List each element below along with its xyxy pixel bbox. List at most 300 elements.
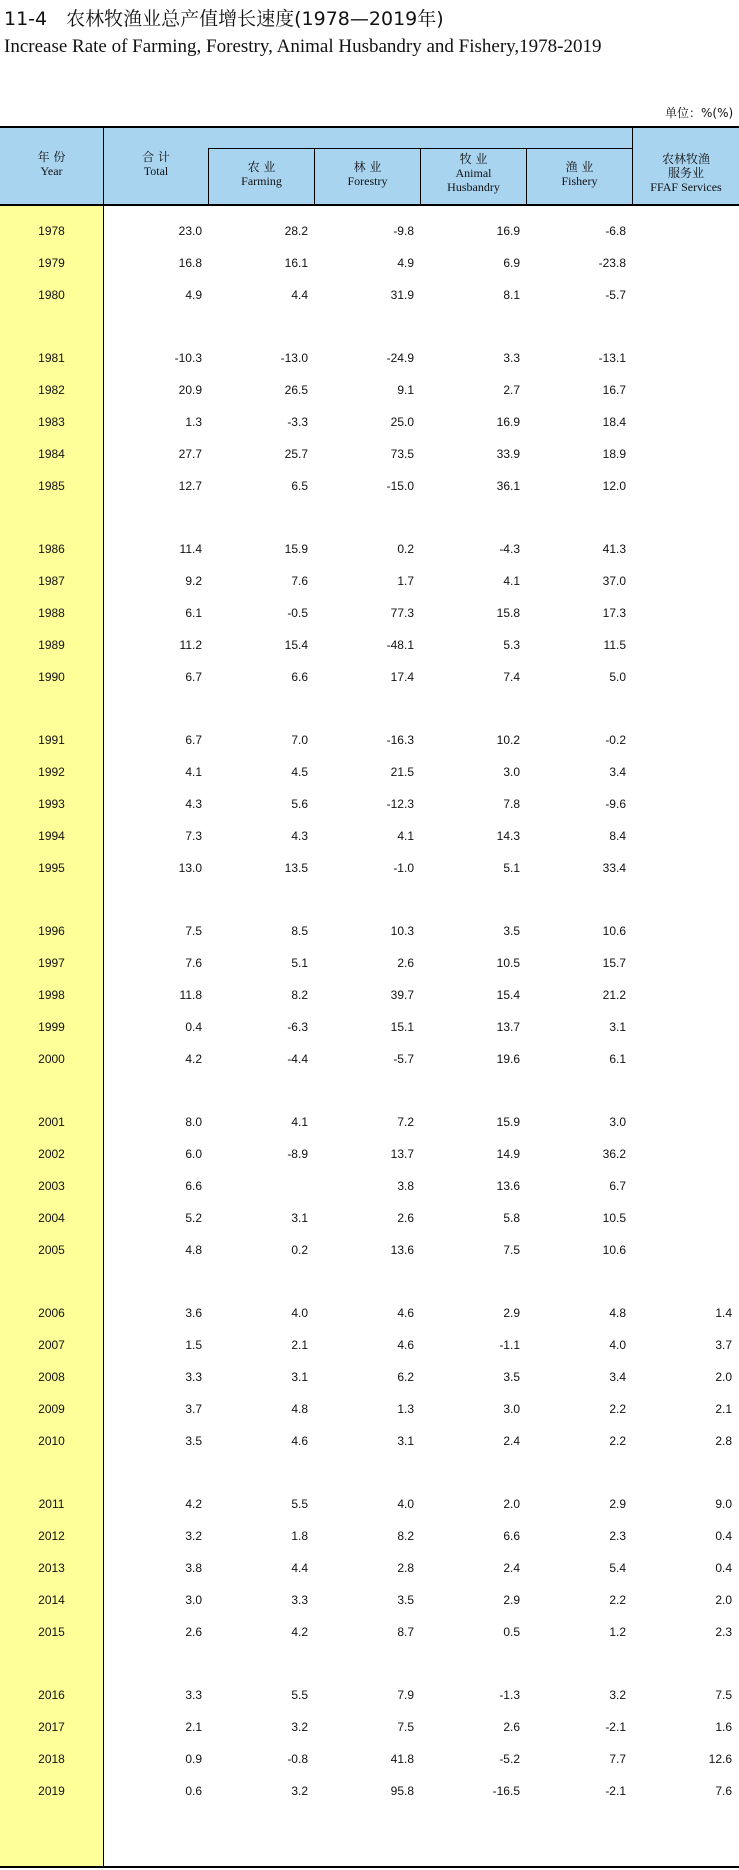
cell-farming: 4.0: [291, 1306, 308, 1321]
cell-animal-husbandry: 8.1: [503, 287, 520, 302]
table-row: [0, 222, 739, 242]
cell-forestry: 15.1: [390, 1019, 414, 1034]
cell-fishery: 4.8: [609, 1306, 626, 1321]
cell-animal-husbandry: 19.6: [496, 1051, 520, 1066]
table-row: [0, 1400, 739, 1420]
cell-forestry: 7.2: [397, 1115, 414, 1130]
cell-animal-husbandry: 0.5: [503, 1624, 520, 1639]
table-row: [0, 413, 739, 433]
cell-farming: 4.3: [291, 828, 308, 843]
table-row: [0, 1145, 739, 1165]
cell-total: 4.9: [185, 287, 202, 302]
cell-year: 1992: [38, 765, 65, 780]
cell-ffaf-services: 2.3: [715, 1624, 732, 1639]
cell-forestry: 7.9: [397, 1688, 414, 1703]
cell-total: 6.7: [185, 669, 202, 684]
table-row: [0, 1050, 739, 1070]
cell-ffaf-services: 7.5: [715, 1688, 732, 1703]
cell-fishery: 16.7: [602, 383, 626, 398]
table-row: [0, 1018, 739, 1038]
cell-animal-husbandry: 2.9: [503, 1592, 520, 1607]
cell-year: 2006: [38, 1306, 65, 1321]
cell-forestry: 2.6: [397, 956, 414, 971]
cell-total: 4.8: [185, 1242, 202, 1257]
cell-year: 1991: [38, 733, 65, 748]
cell-year: 1993: [38, 797, 65, 811]
cell-farming: 3.2: [291, 1720, 308, 1735]
cell-forestry: 1.7: [397, 574, 414, 589]
unit-label: 单位：%(%): [665, 106, 734, 120]
cell-total: 0.6: [185, 1783, 202, 1798]
header-ffaf-services: 农林牧渔 服务业 FFAF Services: [650, 152, 722, 194]
cell-farming: -0.8: [287, 1752, 308, 1766]
cell-fishery: 3.4: [609, 1370, 626, 1384]
table-row: [0, 668, 739, 688]
table-row: [0, 540, 739, 560]
cell-animal-husbandry: 6.9: [503, 255, 520, 270]
cell-farming: -0.5: [287, 606, 308, 620]
cell-ffaf-services: 12.6: [708, 1752, 732, 1766]
cell-total: 5.2: [185, 1210, 202, 1225]
cell-total: 11.4: [179, 542, 202, 557]
cell-year: 2014: [38, 1592, 65, 1607]
cell-animal-husbandry: 13.6: [496, 1179, 520, 1193]
cell-total: 4.1: [185, 765, 202, 780]
cell-forestry: 17.4: [390, 669, 414, 684]
cell-fishery: 4.0: [609, 1338, 626, 1353]
cell-total: 9.2: [185, 574, 202, 589]
cell-forestry: 4.0: [397, 1497, 414, 1512]
cell-fishery: 2.9: [609, 1497, 626, 1512]
cell-forestry: -9.8: [393, 224, 414, 238]
table-row: [0, 1686, 739, 1706]
cell-forestry: 13.7: [390, 1147, 414, 1162]
page-title-en: Increase Rate of Farming, Forestry, Animal Husbandry and Fishery,1978-2019: [4, 36, 602, 57]
cell-fishery: 10.6: [602, 1242, 626, 1257]
cell-fishery: 2.2: [609, 1433, 626, 1448]
cell-forestry: -12.3: [386, 797, 414, 811]
cell-total: 0.4: [185, 1019, 202, 1034]
cell-farming: 3.2: [291, 1783, 308, 1798]
cell-total: 6.1: [185, 606, 202, 620]
cell-animal-husbandry: 3.5: [503, 924, 520, 939]
table-row: [0, 1750, 739, 1770]
cell-forestry: 1.3: [397, 1401, 414, 1416]
header-animal-husbandry: 牧 业 Animal Husbandry: [447, 152, 500, 194]
table-row: [0, 763, 739, 783]
cell-fishery: 3.1: [609, 1019, 626, 1034]
cell-forestry: 8.7: [397, 1624, 414, 1639]
cell-farming: -13.0: [280, 351, 308, 366]
cell-year: 1985: [38, 478, 65, 493]
cell-animal-husbandry: 3.0: [503, 765, 520, 780]
table-row: [0, 477, 739, 497]
cell-animal-husbandry: 10.2: [496, 733, 520, 748]
cell-animal-husbandry: 16.9: [496, 415, 520, 429]
cell-forestry: 4.6: [397, 1306, 414, 1321]
table-row: [0, 1304, 739, 1324]
cell-year: 2004: [38, 1210, 65, 1225]
cell-fishery: 3.0: [609, 1115, 626, 1130]
cell-fishery: 2.2: [609, 1592, 626, 1607]
cell-fishery: 18.9: [602, 446, 626, 461]
cell-fishery: 6.1: [609, 1051, 626, 1066]
cell-year: 1981: [38, 351, 65, 366]
cell-animal-husbandry: 2.9: [503, 1306, 520, 1321]
cell-farming: -8.9: [287, 1147, 308, 1162]
cell-fishery: 11.5: [603, 637, 626, 652]
cell-forestry: -16.3: [386, 733, 414, 748]
cell-fishery: 10.6: [602, 924, 626, 939]
table-row: [0, 1623, 739, 1643]
cell-farming: 4.8: [291, 1401, 308, 1416]
cell-farming: 4.5: [291, 765, 308, 780]
table-row: [0, 1432, 739, 1452]
cell-year: 1984: [38, 446, 65, 461]
cell-total: 4.2: [185, 1051, 202, 1066]
table-row: [0, 1368, 739, 1388]
cell-fishery: 1.2: [609, 1624, 626, 1639]
table-row: [0, 954, 739, 974]
table-row: [0, 1241, 739, 1261]
table-row: [0, 1527, 739, 1547]
cell-total: 2.6: [185, 1624, 202, 1639]
cell-farming: -6.3: [287, 1019, 308, 1034]
cell-year: 2010: [38, 1433, 65, 1448]
cell-forestry: 6.2: [397, 1370, 414, 1384]
cell-fishery: -6.8: [605, 224, 626, 238]
cell-total: 2.1: [185, 1720, 202, 1735]
cell-total: 12.7: [178, 478, 202, 493]
cell-animal-husbandry: 33.9: [496, 446, 520, 461]
cell-ffaf-services: 0.4: [715, 1561, 732, 1575]
cell-forestry: 9.1: [397, 383, 414, 398]
cell-animal-husbandry: 15.9: [496, 1115, 520, 1130]
cell-year: 1996: [38, 924, 65, 939]
cell-forestry: 2.6: [397, 1210, 414, 1225]
cell-fishery: 5.0: [609, 669, 626, 684]
cell-total: 7.6: [185, 956, 202, 971]
cell-fishery: 18.4: [602, 415, 626, 429]
table-row: [0, 1336, 739, 1356]
cell-year: 2007: [38, 1338, 65, 1353]
cell-fishery: 37.0: [602, 574, 626, 589]
cell-fishery: 2.2: [609, 1401, 626, 1416]
cell-year: 1994: [38, 828, 65, 843]
cell-forestry: 21.5: [390, 765, 414, 780]
cell-animal-husbandry: 15.8: [496, 606, 520, 620]
table-row: [0, 1177, 739, 1197]
cell-forestry: 31.9: [390, 287, 414, 302]
cell-farming: 3.1: [291, 1210, 308, 1225]
cell-year: 2002: [38, 1147, 65, 1162]
cell-year: 1997: [38, 956, 65, 971]
cell-animal-husbandry: 2.4: [503, 1433, 520, 1448]
cell-fishery: 3.2: [609, 1688, 626, 1703]
cell-animal-husbandry: 3.0: [503, 1401, 520, 1416]
cell-total: 20.9: [178, 383, 202, 398]
table-row: [0, 1782, 739, 1802]
cell-forestry: -15.0: [386, 478, 414, 493]
cell-total: 6.0: [185, 1147, 202, 1162]
cell-animal-husbandry: 2.4: [503, 1561, 520, 1575]
cell-farming: 7.0: [291, 733, 308, 748]
table-row: [0, 286, 739, 306]
cell-total: 13.0: [178, 860, 202, 875]
cell-ffaf-services: 1.6: [715, 1720, 732, 1735]
cell-forestry: 2.8: [397, 1561, 414, 1575]
cell-forestry: 8.2: [397, 1529, 414, 1544]
cell-animal-husbandry: 13.7: [496, 1019, 520, 1034]
table-row: [0, 731, 739, 751]
cell-total: 3.0: [185, 1592, 202, 1607]
cell-farming: 28.2: [284, 224, 308, 238]
cell-animal-husbandry: 14.9: [496, 1147, 520, 1162]
header-total: 合 计 Total: [142, 150, 170, 178]
cell-forestry: 39.7: [390, 988, 414, 1002]
cell-farming: 4.1: [291, 1115, 308, 1130]
cell-fishery: 2.3: [609, 1529, 626, 1544]
cell-farming: 7.6: [291, 574, 308, 589]
table-row: [0, 1209, 739, 1229]
cell-farming: 4.2: [291, 1624, 308, 1639]
cell-fishery: -23.8: [598, 255, 626, 270]
cell-animal-husbandry: 7.8: [503, 797, 520, 811]
cell-farming: 3.1: [291, 1370, 308, 1384]
cell-animal-husbandry: 14.3: [496, 828, 520, 843]
cell-ffaf-services: 0.4: [715, 1529, 732, 1544]
cell-animal-husbandry: 6.6: [503, 1529, 520, 1544]
cell-farming: 4.4: [291, 287, 308, 302]
cell-fishery: -5.7: [605, 287, 626, 302]
cell-forestry: 10.3: [390, 924, 414, 939]
cell-ffaf-services: 2.0: [715, 1370, 732, 1384]
table-row: [0, 349, 739, 369]
table-row: [0, 1495, 739, 1515]
table-row: [0, 859, 739, 879]
cell-total: 1.3: [185, 415, 202, 429]
cell-fishery: 6.7: [609, 1179, 626, 1193]
table-row: [0, 381, 739, 401]
cell-year: 2013: [38, 1561, 65, 1575]
cell-animal-husbandry: 7.4: [503, 669, 520, 684]
cell-total: 7.5: [185, 924, 202, 939]
cell-animal-husbandry: 2.6: [503, 1720, 520, 1735]
cell-fishery: 33.4: [602, 860, 626, 875]
cell-forestry: 73.5: [390, 446, 414, 461]
cell-year: 1986: [38, 542, 65, 557]
table-row: [0, 986, 739, 1006]
header-year: 年 份 Year: [37, 150, 66, 178]
cell-forestry: 3.1: [397, 1433, 414, 1448]
cell-ffaf-services: 3.7: [715, 1338, 732, 1353]
page-title-cn: 11-4 农林牧渔业总产值增长速度(1978—2019年): [4, 8, 444, 30]
table-row: [0, 445, 739, 465]
cell-total: 3.2: [185, 1529, 202, 1544]
cell-farming: 1.8: [291, 1529, 308, 1544]
cell-total: 3.5: [185, 1433, 202, 1448]
cell-total: 7.3: [185, 828, 202, 843]
cell-fishery: 12.0: [602, 478, 626, 493]
cell-total: 11.2: [179, 637, 202, 652]
cell-fishery: -9.6: [605, 797, 626, 811]
cell-animal-husbandry: 5.1: [503, 860, 520, 875]
cell-year: 1990: [38, 669, 65, 684]
cell-farming: 6.5: [291, 478, 308, 493]
cell-animal-husbandry: -16.5: [492, 1783, 520, 1798]
cell-forestry: 3.5: [397, 1592, 414, 1607]
cell-fishery: -13.1: [598, 351, 626, 366]
cell-total: 0.9: [185, 1752, 202, 1766]
cell-ffaf-services: 2.0: [715, 1592, 732, 1607]
cell-fishery: 5.4: [609, 1561, 626, 1575]
cell-fishery: 21.2: [602, 988, 626, 1002]
cell-total: 6.7: [185, 733, 202, 748]
table-row: [0, 1718, 739, 1738]
cell-year: 1978: [38, 224, 65, 238]
table-row: [0, 922, 739, 942]
cell-year: 1980: [38, 287, 65, 302]
cell-farming: 6.6: [291, 669, 308, 684]
cell-year: 1979: [38, 255, 65, 270]
cell-fishery: 10.5: [602, 1210, 626, 1225]
table-row: [0, 827, 739, 847]
cell-farming: 13.5: [284, 860, 308, 875]
cell-year: 2012: [38, 1529, 65, 1544]
cell-animal-husbandry: 5.3: [503, 637, 520, 652]
cell-ffaf-services: 2.8: [715, 1433, 732, 1448]
cell-total: 16.8: [178, 255, 202, 270]
cell-forestry: 41.8: [390, 1752, 414, 1766]
cell-farming: 0.2: [291, 1242, 308, 1257]
cell-year: 1988: [38, 606, 65, 620]
cell-year: 1982: [38, 383, 65, 398]
cell-forestry: 4.9: [397, 255, 414, 270]
header-subdivider: [208, 148, 632, 149]
cell-year: 2015: [38, 1624, 65, 1639]
cell-fishery: 36.2: [602, 1147, 626, 1162]
cell-year: 2008: [38, 1370, 65, 1384]
cell-year: 1983: [38, 415, 65, 429]
header-forestry: 林 业 Forestry: [347, 160, 388, 188]
cell-forestry: -1.0: [393, 860, 414, 875]
cell-animal-husbandry: -1.1: [499, 1338, 520, 1353]
cell-forestry: 25.0: [390, 415, 414, 429]
cell-total: 11.8: [179, 988, 202, 1002]
cell-animal-husbandry: 15.4: [496, 988, 520, 1002]
cell-farming: 8.2: [291, 988, 308, 1002]
cell-year: 2000: [38, 1051, 65, 1066]
cell-farming: -3.3: [287, 415, 308, 429]
cell-farming: 8.5: [291, 924, 308, 939]
cell-fishery: 3.4: [609, 765, 626, 780]
cell-year: 2011: [38, 1497, 65, 1512]
header-farming: 农 业 Farming: [241, 160, 282, 188]
cell-farming: 5.5: [291, 1688, 308, 1703]
cell-farming: 26.5: [284, 383, 308, 398]
cell-forestry: 3.8: [397, 1179, 414, 1193]
cell-ffaf-services: 2.1: [715, 1401, 732, 1416]
cell-total: -10.3: [174, 351, 202, 366]
cell-total: 4.3: [185, 797, 202, 811]
cell-fishery: 41.3: [602, 542, 626, 557]
cell-farming: 2.1: [291, 1338, 308, 1353]
cell-forestry: -48.1: [386, 637, 414, 652]
cell-forestry: 13.6: [390, 1242, 414, 1257]
cell-animal-husbandry: 5.8: [503, 1210, 520, 1225]
cell-animal-husbandry: -5.2: [499, 1752, 520, 1766]
table-row: [0, 1113, 739, 1133]
cell-farming: 5.6: [291, 797, 308, 811]
cell-total: 23.0: [178, 224, 202, 238]
cell-animal-husbandry: 7.5: [503, 1242, 520, 1257]
cell-total: 6.6: [185, 1179, 202, 1193]
table-row: [0, 572, 739, 592]
cell-farming: 4.6: [291, 1433, 308, 1448]
cell-fishery: -0.2: [605, 733, 626, 748]
cell-farming: -4.4: [287, 1051, 308, 1066]
data-table: [0, 126, 739, 1868]
cell-year: 2016: [38, 1688, 65, 1703]
cell-forestry: 7.5: [397, 1720, 414, 1735]
cell-animal-husbandry: -4.3: [499, 542, 520, 557]
cell-farming: 15.9: [284, 542, 308, 557]
cell-total: 1.5: [185, 1338, 202, 1353]
cell-animal-husbandry: 16.9: [496, 224, 520, 238]
cell-year: 2018: [38, 1752, 65, 1766]
cell-forestry: 4.1: [397, 828, 414, 843]
table-row: [0, 636, 739, 656]
table-row: [0, 1559, 739, 1579]
cell-total: 3.8: [185, 1561, 202, 1575]
cell-year: 2019: [38, 1783, 65, 1798]
cell-animal-husbandry: 10.5: [496, 956, 520, 971]
cell-year: 2009: [38, 1401, 65, 1416]
cell-year: 2005: [38, 1242, 65, 1257]
cell-forestry: -24.9: [386, 351, 414, 366]
cell-fishery: 7.7: [609, 1752, 626, 1766]
cell-year: 2003: [38, 1179, 65, 1193]
cell-animal-husbandry: 36.1: [496, 478, 520, 493]
cell-total: 3.3: [185, 1688, 202, 1703]
cell-fishery: 8.4: [609, 828, 626, 843]
cell-farming: 25.7: [284, 446, 308, 461]
cell-farming: 3.3: [291, 1592, 308, 1607]
cell-farming: 4.4: [291, 1561, 308, 1575]
cell-ffaf-services: 7.6: [715, 1783, 732, 1798]
cell-farming: 15.4: [284, 637, 308, 652]
cell-total: 3.6: [185, 1306, 202, 1321]
cell-total: 27.7: [178, 446, 202, 461]
header-fishery: 渔 业 Fishery: [561, 160, 598, 188]
cell-animal-husbandry: 2.0: [503, 1497, 520, 1512]
cell-fishery: -2.1: [605, 1783, 626, 1798]
cell-animal-husbandry: 4.1: [503, 574, 520, 589]
cell-year: 1998: [38, 988, 65, 1002]
cell-forestry: 4.6: [397, 1338, 414, 1353]
cell-ffaf-services: 9.0: [715, 1497, 732, 1512]
table-row: [0, 795, 739, 815]
cell-forestry: 77.3: [390, 606, 414, 620]
cell-year: 2001: [38, 1115, 65, 1130]
cell-ffaf-services: 1.4: [715, 1306, 732, 1321]
cell-year: 1987: [38, 574, 65, 589]
cell-animal-husbandry: -1.3: [499, 1688, 520, 1703]
cell-forestry: 0.2: [397, 542, 414, 557]
cell-farming: 5.5: [291, 1497, 308, 1512]
table-row: [0, 604, 739, 624]
cell-total: 8.0: [185, 1115, 202, 1130]
